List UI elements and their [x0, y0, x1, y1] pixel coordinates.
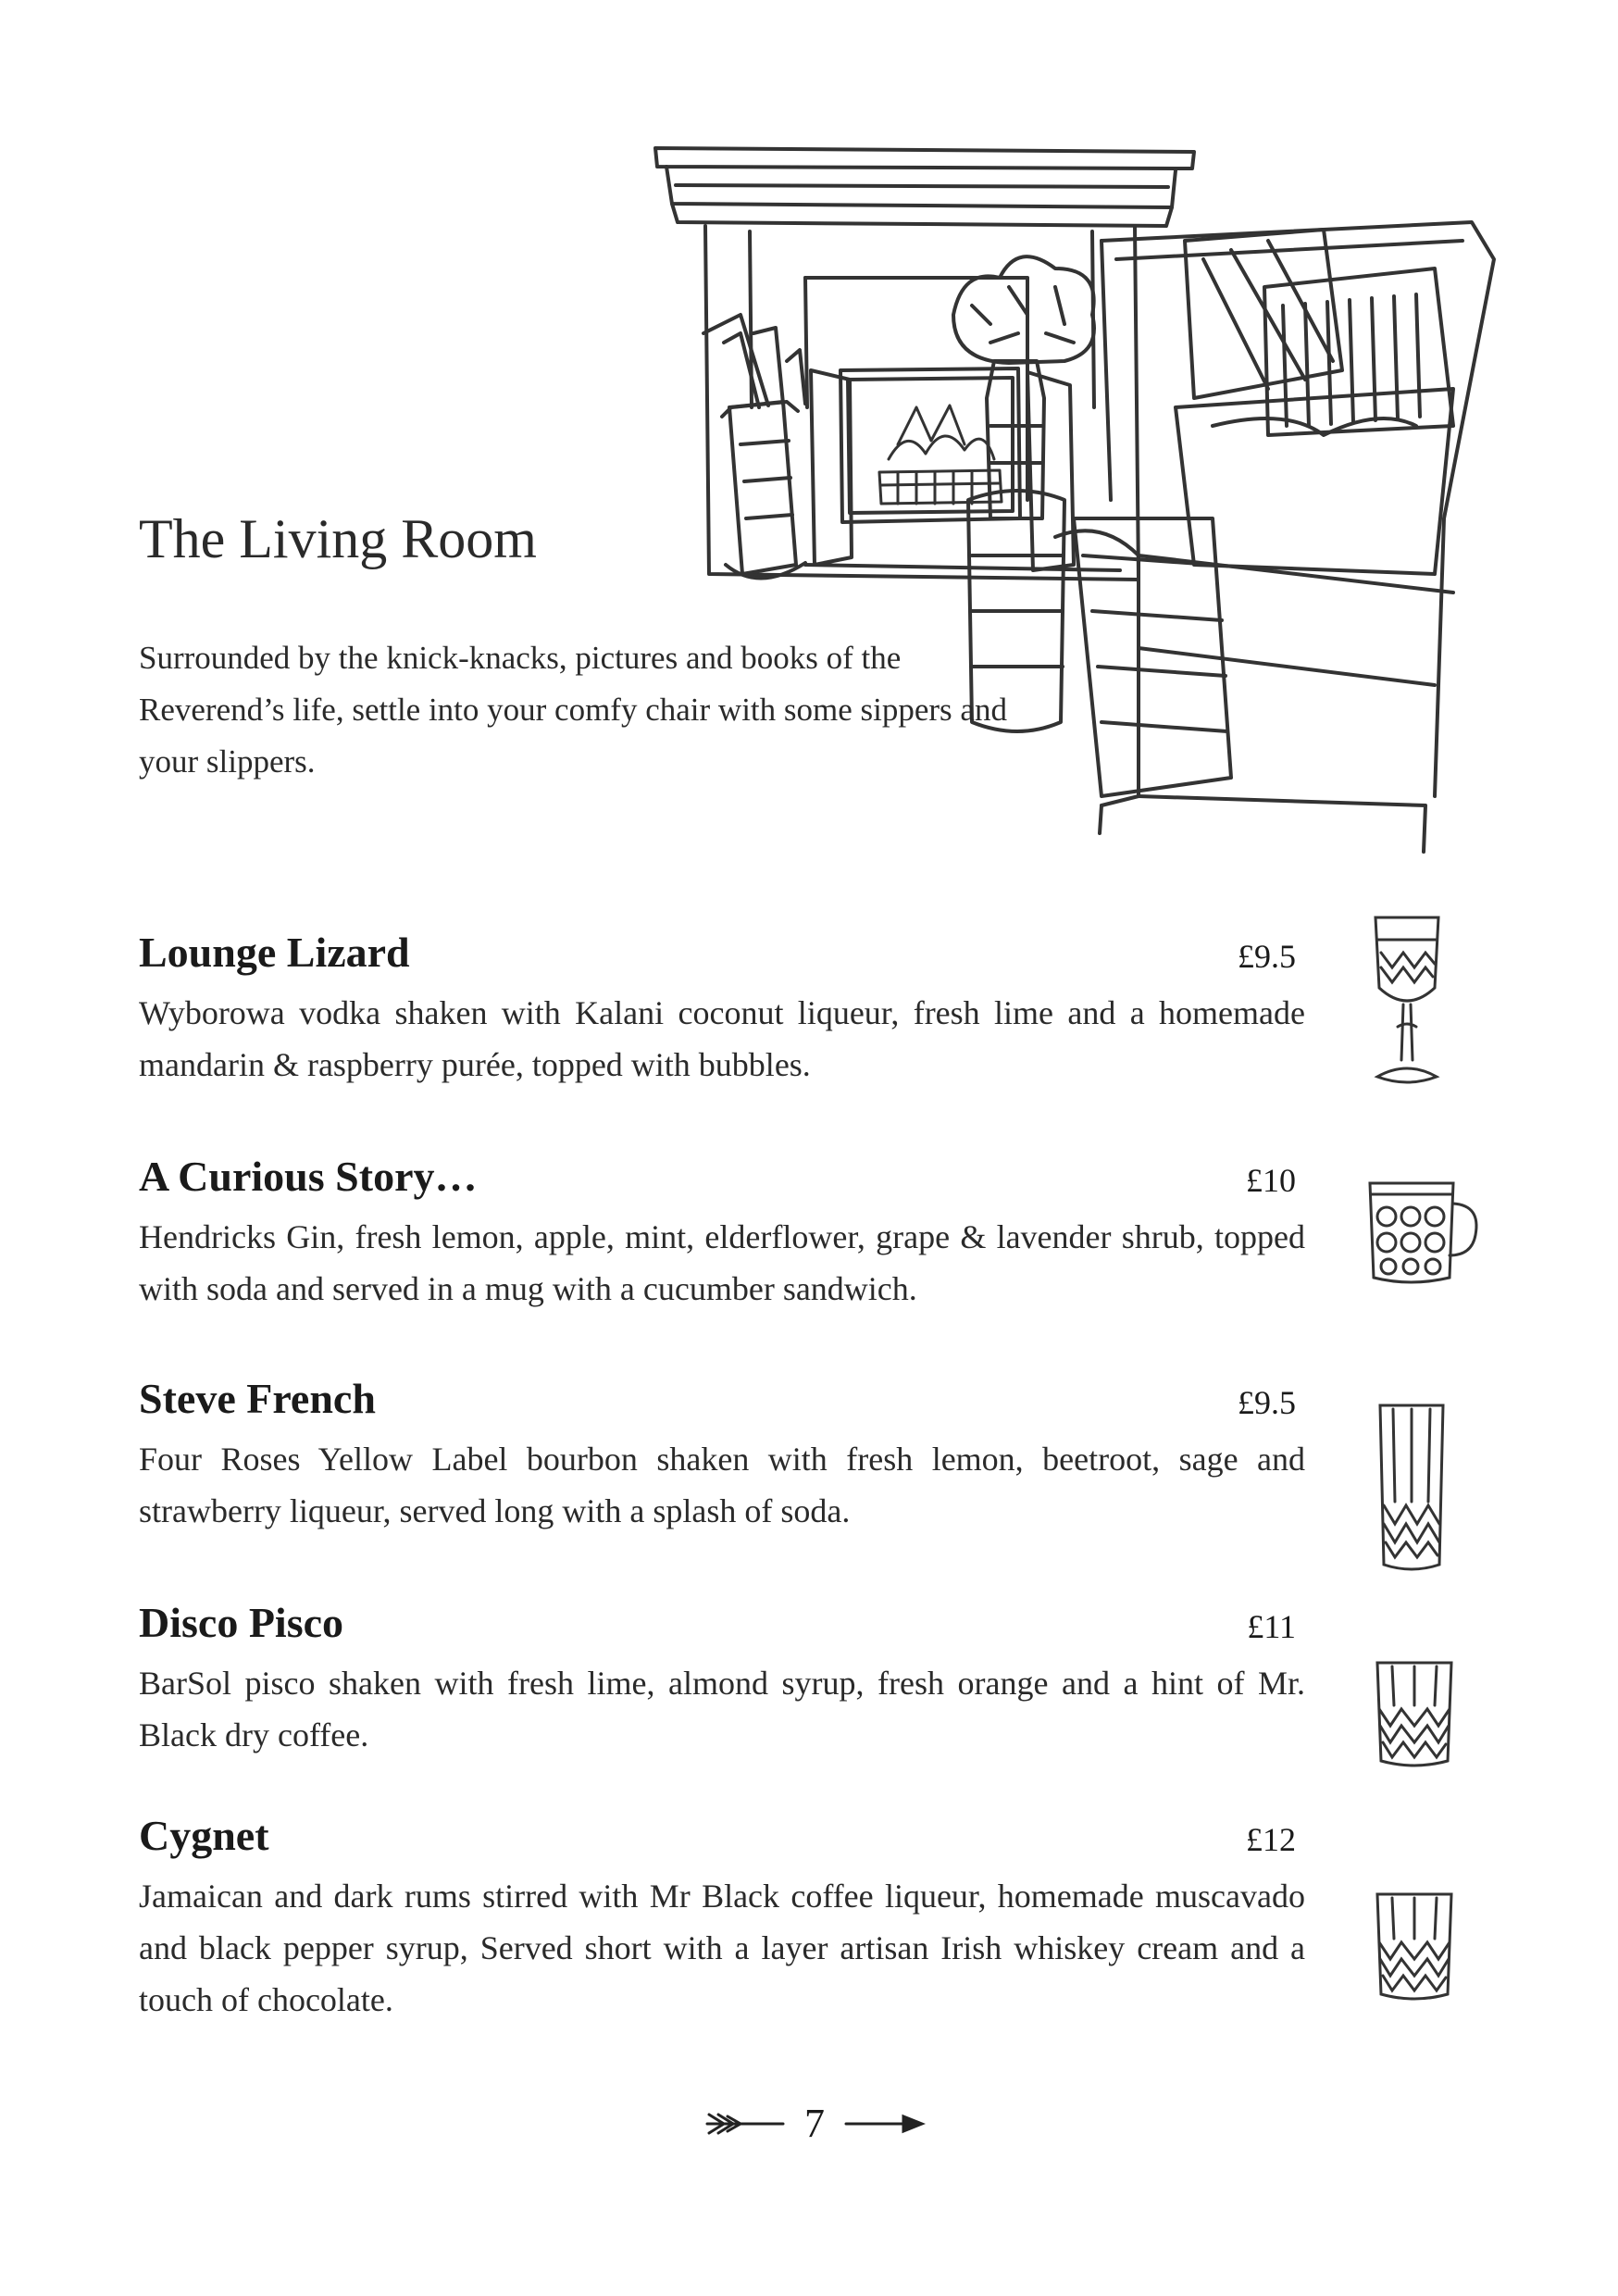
drink-name: Disco Pisco	[139, 1599, 344, 1646]
menu-item	[139, 1374, 1305, 1531]
menu-item	[139, 928, 1305, 1085]
arrow-fletching-icon	[703, 2100, 787, 2146]
drink-name: Lounge Lizard	[139, 929, 410, 976]
armchair	[1055, 222, 1494, 852]
drink-price: £11	[1247, 1608, 1296, 1645]
drink-name: A Curious Story…	[139, 1153, 478, 1200]
drink-price: £9.5	[1238, 938, 1296, 975]
fire-grate	[879, 406, 1002, 504]
arrow-head-icon	[842, 2100, 926, 2146]
tumbler-glass-icon	[1372, 1889, 1457, 2003]
tumbler-glass-icon	[1372, 1657, 1457, 1770]
menu-item	[139, 1811, 1305, 2018]
drink-description: BarSol pisco shaken with fresh lime, almond syrup, fresh orange and a hint of Mr. Black dry coffee.	[139, 1665, 1305, 1753]
menu-item	[139, 1598, 1305, 1753]
drink-price: £10	[1246, 1162, 1296, 1199]
menu-item	[139, 1152, 1305, 1309]
section-intro: Surrounded by the knick-knacks, pictures and books of the Reverend’s life, settle into your comfy chair with some sippers and your slippers.	[139, 640, 1007, 780]
drink-description: Jamaican and dark rums stirred with Mr Black coffee liqueur, homemade muscavado and black pepper syrup, Served short with a layer artisan Irish whiskey cream and a touch of chocolate.	[139, 1878, 1305, 2018]
drink-name: Cygnet	[139, 1812, 269, 1859]
log-basket	[703, 315, 805, 579]
page-title: The Living Room	[139, 508, 537, 569]
wine-goblet-icon	[1370, 912, 1444, 1088]
highball-glass-icon	[1375, 1400, 1449, 1576]
drink-description: Wyborowa vodka shaken with Kalani coconut liqueur, fresh lime and a homemade mandarin & raspberry purée, topped with bubbles.	[139, 994, 1305, 1083]
drink-price: £12	[1246, 1821, 1296, 1858]
page-footer	[703, 2100, 926, 2155]
drink-description: Hendricks Gin, fresh lemon, apple, mint, elderflower, grape & lavender shrub, topped with soda and served in a mug with a cucumber sandwich.	[139, 1218, 1305, 1307]
drink-name: Steve French	[139, 1375, 376, 1422]
drink-price: £9.5	[1238, 1384, 1296, 1421]
beer-mug-icon	[1364, 1176, 1485, 1287]
mantel-shelf	[655, 148, 1194, 226]
page-number: 7	[804, 2101, 825, 2146]
drink-description: Four Roses Yellow Label bourbon shaken with fresh lemon, beetroot, sage and strawberry liqueur, served long with a splash of soda.	[139, 1441, 1305, 1529]
